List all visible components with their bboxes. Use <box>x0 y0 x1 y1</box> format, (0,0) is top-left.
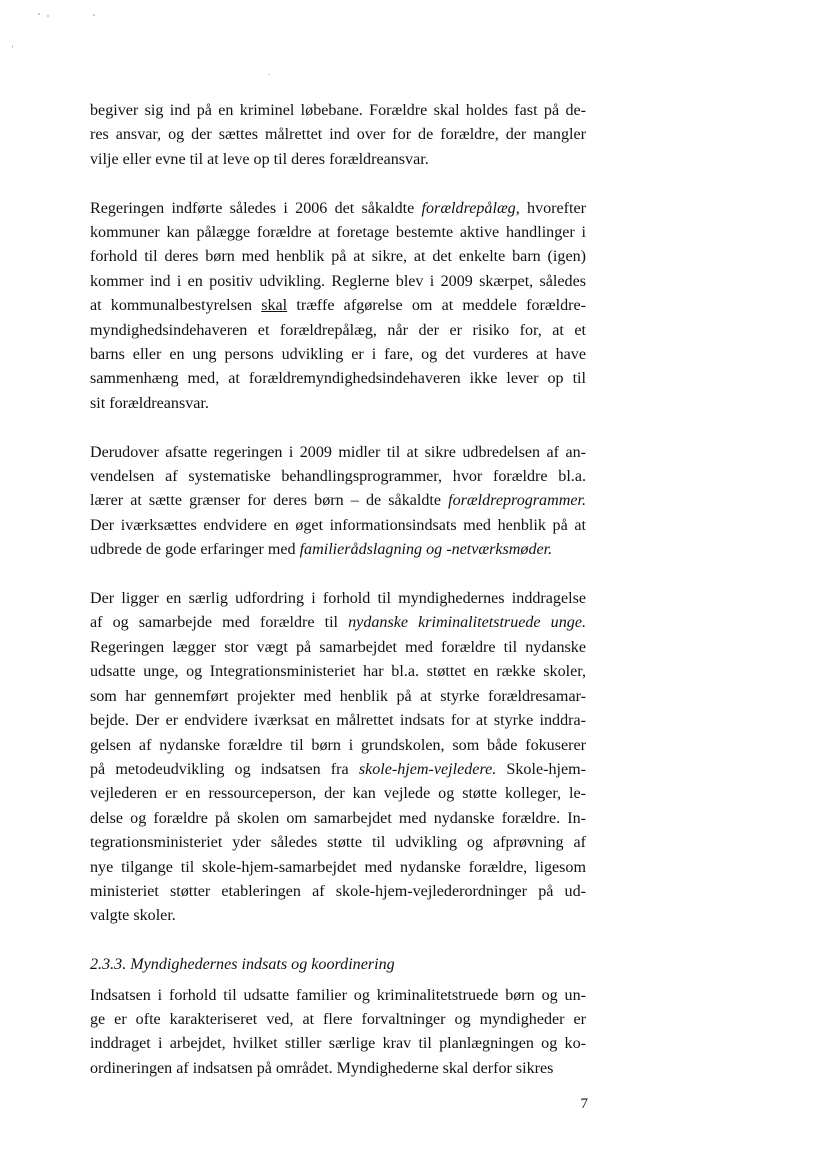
text-run: ministeriet støtter etableringen af skole-hjem-vejlederordninger på ud- <box>90 882 586 900</box>
scan-speck <box>268 74 270 75</box>
text-run: res ansvar, og der sættes målrettet ind over for de forældre, der mangler <box>90 126 586 144</box>
section-heading: 2.3.3. Myndighedernes indsats og koordinering <box>90 956 395 974</box>
text-line <box>90 587 586 611</box>
scan-speck <box>93 14 95 16</box>
text-run: Derudover afsatte regeringen i 2009 midler til at sikre udbredelsen af an- <box>90 443 586 461</box>
scan-speck <box>47 15 49 17</box>
text-run: sit forældreansvar. <box>90 394 209 412</box>
text-line <box>90 245 586 269</box>
text-run: Skole-hjem- <box>496 760 586 778</box>
text-line <box>90 611 586 635</box>
text-line <box>90 782 586 806</box>
text-run: valgte skoler. <box>90 907 176 925</box>
body-text <box>90 99 586 1106</box>
text-run: vilje eller evne til at leve op til deres forældreansvar. <box>90 150 429 168</box>
text-line <box>90 1032 586 1056</box>
text-run: træffe afgørelse om at meddele forældre- <box>287 297 586 315</box>
text-line <box>90 392 586 416</box>
text-line <box>90 904 586 928</box>
text-run: delse og forældre på skolen om samarbejdet med nydanske forældre. In- <box>90 809 586 827</box>
text-run: vejlederen er en ressourceperson, der kan vejlede og støtte kolleger, le- <box>90 785 586 803</box>
text-run: forhold til deres børn med henblik på at sikre, at det enkelte barn (igen) <box>90 248 586 266</box>
page-number: 7 <box>580 1096 588 1112</box>
text-run: barns eller en ung persons udvikling er i fare, og det vurderes at have <box>90 346 586 364</box>
text-run: Regeringen indførte således i 2006 det såkaldte <box>90 199 422 217</box>
text-run: af og samarbejde med forældre til <box>90 614 349 632</box>
text-line <box>90 465 586 489</box>
text-run: lærer at sætte grænser for deres børn – de såkaldte <box>90 492 449 510</box>
emphasized-term: forældreprogrammer. <box>448 492 586 510</box>
text-run: nye tilgange til skole-hjem-samarbejdet med nydanske forældre, ligesom <box>90 858 586 876</box>
text-run: inddraget i arbejdet, hvilket stiller særlige krav til planlægningen og ko- <box>90 1035 586 1053</box>
text-line <box>90 270 586 294</box>
text-run: Regeringen lægger stor vægt på samarbejdet med forældre til nydanske <box>90 638 586 656</box>
text-line <box>90 758 586 782</box>
text-run: ordineringen af indsatsen på området. Myndighederne skal derfor sikres <box>90 1059 554 1077</box>
paragraph <box>90 99 586 172</box>
text-run: som har gennemført projekter med henblik på at styrke forældresamar- <box>90 687 586 705</box>
text-line <box>90 197 586 221</box>
text-line <box>90 148 586 172</box>
text-line <box>90 294 586 318</box>
text-run: på metodeudvikling og indsatsen fra <box>90 760 359 778</box>
underlined-word: skal <box>261 297 288 315</box>
text-line <box>90 831 586 855</box>
emphasized-term: nydanske kriminalitetstruede unge. <box>348 614 586 632</box>
paragraph <box>90 197 586 417</box>
text-run: ge er ofte karakteriseret ved, at flere forvaltninger og myndigheder er <box>90 1010 586 1028</box>
final-paragraph-container <box>90 984 586 1082</box>
text-line <box>90 367 586 391</box>
text-run: Indsatsen i forhold til udsatte familier og kriminalitetstruede børn og un- <box>90 986 586 1004</box>
text-run: vendelsen af systematiske behandlingsprogrammer, hvor forældre bl.a. <box>90 468 586 486</box>
text-run: begiver sig ind på en kriminel løbebane. Forældre skal holdes fast på de- <box>90 102 586 119</box>
text-run: at kommunalbestyrelsen <box>90 297 262 315</box>
text-line <box>90 984 586 1008</box>
text-run: myndighedsindehaveren et forældrepålæg, når der er risiko for, at et <box>90 321 586 339</box>
text-line <box>90 538 586 562</box>
text-run: hvorefter <box>519 199 586 217</box>
text-line <box>90 319 586 343</box>
text-line <box>90 343 586 367</box>
emphasized-term: skole-hjem-vejledere. <box>358 760 497 778</box>
text-line <box>90 685 586 709</box>
text-run: tegrationsministeriet yder således støtte til udvikling og afprøvning af <box>90 834 586 852</box>
text-run: udbrede de gode erfaringer med <box>90 541 300 559</box>
text-line <box>90 514 586 538</box>
text-run: gelsen af nydanske forældre til børn i grundskolen, som både fokuserer <box>90 736 586 754</box>
text-line <box>90 660 586 684</box>
text-line <box>90 221 586 245</box>
text-line <box>90 123 586 147</box>
text-line <box>90 709 586 733</box>
text-line <box>90 636 586 660</box>
text-run: kommuner kan pålægge forældre at foretage bestemte aktive handlinger i <box>90 224 586 242</box>
scan-speck <box>12 45 13 48</box>
text-line <box>90 1008 586 1032</box>
scan-speck <box>38 13 40 15</box>
text-line <box>90 807 586 831</box>
text-run: udsatte unge, og Integrationsministeriet har bl.a. støttet en række skoler, <box>90 663 586 681</box>
text-line <box>90 880 586 904</box>
paragraph <box>90 441 586 563</box>
text-line <box>90 489 586 513</box>
text-line <box>90 734 586 758</box>
text-run: bejde. Der er endvidere iværksat en målrettet indsats for at styrke inddra- <box>90 712 586 730</box>
text-run: Der ligger en særlig udfordring i forhold til myndighedernes inddragelse <box>90 590 586 608</box>
text-run: Der iværksættes endvidere en øget informationsindsats med henblik på at <box>90 516 586 534</box>
text-line <box>90 441 586 465</box>
paragraph-list <box>90 99 586 929</box>
text-run: kommer ind i en positiv udvikling. Reglerne blev i 2009 skærpet, således <box>90 272 586 290</box>
text-line <box>90 1057 586 1081</box>
text-line <box>90 856 586 880</box>
final-paragraph <box>90 984 586 1082</box>
paragraph <box>90 587 586 929</box>
text-run: sammenhæng med, at forældremyndighedsindehaveren ikke lever op til <box>90 370 586 388</box>
emphasized-term: familierådslagning og -netværksmøder. <box>299 541 553 559</box>
emphasized-term: forældrepålæg, <box>421 199 520 217</box>
text-line <box>90 99 586 123</box>
